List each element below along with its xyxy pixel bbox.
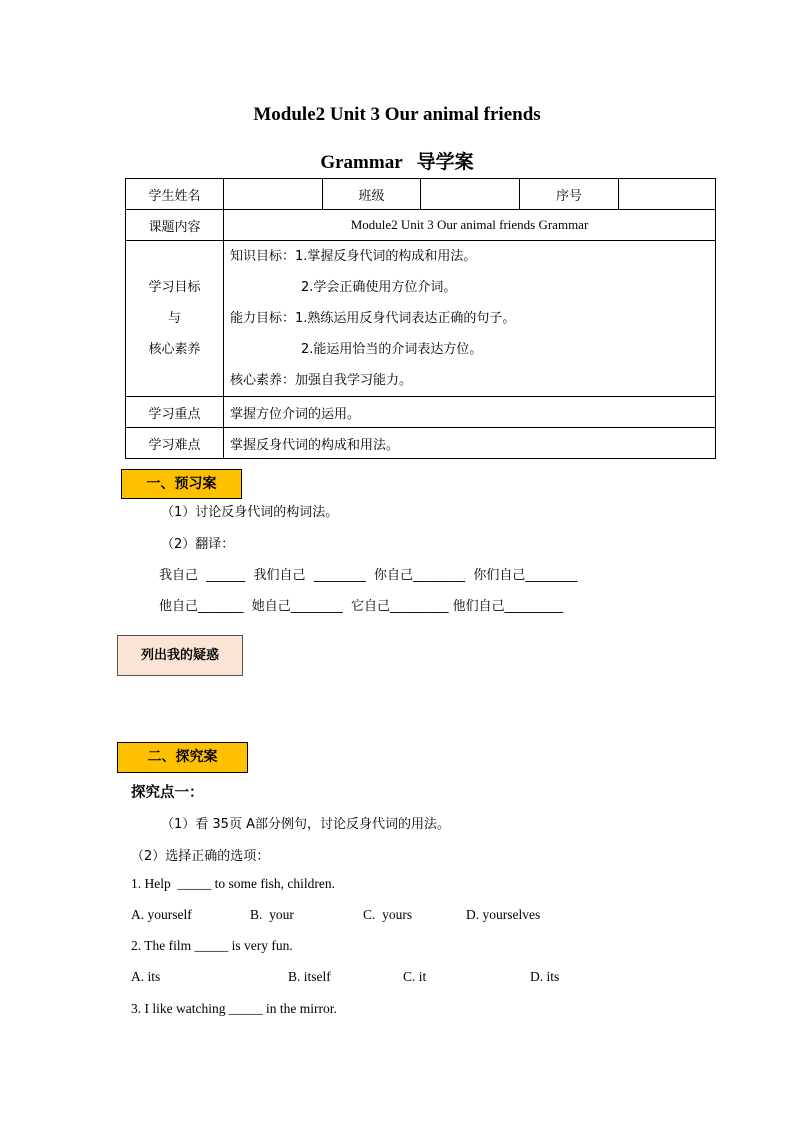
key-point-label: 学习重点 bbox=[126, 397, 224, 428]
preview-section-heading: 一、预习案 bbox=[121, 469, 242, 499]
goals-label-line: 与 bbox=[167, 311, 181, 326]
doubts-box: 列出我的疑惑 bbox=[117, 635, 243, 676]
preview-item-2: （2）翻译： bbox=[161, 537, 235, 552]
question-1-option-d: D. yourselves bbox=[466, 907, 541, 922]
table-row bbox=[126, 428, 716, 459]
difficult-point-label: 学习难点 bbox=[126, 428, 224, 459]
seat-label: 序号 bbox=[520, 179, 619, 210]
student-name-field[interactable] bbox=[224, 179, 323, 210]
subtitle-english: Grammar bbox=[320, 152, 403, 173]
question-2-option-b: B. itself bbox=[288, 969, 331, 984]
question-1-stem: 1. Help _____ to some fish, children. bbox=[131, 876, 335, 891]
question-1-option-b: B. your bbox=[250, 907, 294, 922]
document-subtitle bbox=[0, 147, 794, 174]
question-1-option-c: C. yours bbox=[363, 907, 413, 922]
document-title: Module2 Unit 3 Our animal friends bbox=[253, 104, 541, 125]
explore-item-2: （2）选择正确的选项： bbox=[131, 849, 270, 864]
translation-row-1: 我自己 ______ 我们自己 ________ 你自己________ 你们自己________ bbox=[159, 568, 578, 583]
student-name-label: 学生姓名 bbox=[126, 179, 224, 210]
preview-item-1: （1）讨论反身代词的构词法。 bbox=[161, 505, 339, 520]
table-row bbox=[126, 397, 716, 428]
goal-line: 知识目标：1.掌握反身代词的构成和用法。 bbox=[230, 249, 477, 264]
topic-value: Module2 Unit 3 Our animal friends Grammar bbox=[224, 210, 716, 241]
goal-line: 2.能运用恰当的介词表达方位。 bbox=[301, 342, 483, 357]
goal-line: 2.学会正确使用方位介词。 bbox=[301, 280, 457, 295]
explore-point-1: 探究点一： bbox=[131, 785, 204, 801]
goal-line: 能力目标：1.熟练运用反身代词表达正确的句子。 bbox=[230, 311, 516, 326]
goal-line: 核心素养：加强自我学习能力。 bbox=[230, 373, 413, 388]
table-row bbox=[126, 241, 716, 397]
table-row bbox=[126, 179, 716, 210]
explore-item-1: （1）看 35页 A部分例句，讨论反身代词的用法。 bbox=[161, 817, 450, 832]
seat-field[interactable] bbox=[619, 179, 716, 210]
topic-label: 课题内容 bbox=[126, 210, 224, 241]
question-2-option-a: A. its bbox=[131, 969, 161, 984]
difficult-point-value: 掌握反身代词的构成和用法。 bbox=[224, 428, 716, 459]
question-1-option-a: A. yourself bbox=[131, 907, 192, 922]
question-3-stem: 3. I like watching _____ in the mirror. bbox=[131, 1001, 337, 1016]
question-2-option-c: C. it bbox=[403, 969, 427, 984]
info-table bbox=[125, 178, 716, 459]
goals-label-line: 核心素养 bbox=[148, 342, 201, 357]
key-point-value: 掌握方位介词的运用。 bbox=[224, 397, 716, 428]
translation-row-2: 他自己_______ 她自己________ 它自己_________ 他们自己_________ bbox=[159, 599, 564, 614]
question-2-option-d: D. its bbox=[530, 969, 560, 984]
question-2-stem: 2. The film _____ is very fun. bbox=[131, 938, 293, 953]
class-label: 班级 bbox=[323, 179, 421, 210]
goals-label bbox=[126, 241, 224, 397]
goals-content bbox=[224, 241, 716, 397]
class-field[interactable] bbox=[421, 179, 520, 210]
explore-section-heading: 二、探究案 bbox=[117, 742, 248, 773]
goals-label-line: 学习目标 bbox=[148, 280, 201, 295]
subtitle-chinese: 导学案 bbox=[416, 151, 474, 173]
table-row bbox=[126, 210, 716, 241]
